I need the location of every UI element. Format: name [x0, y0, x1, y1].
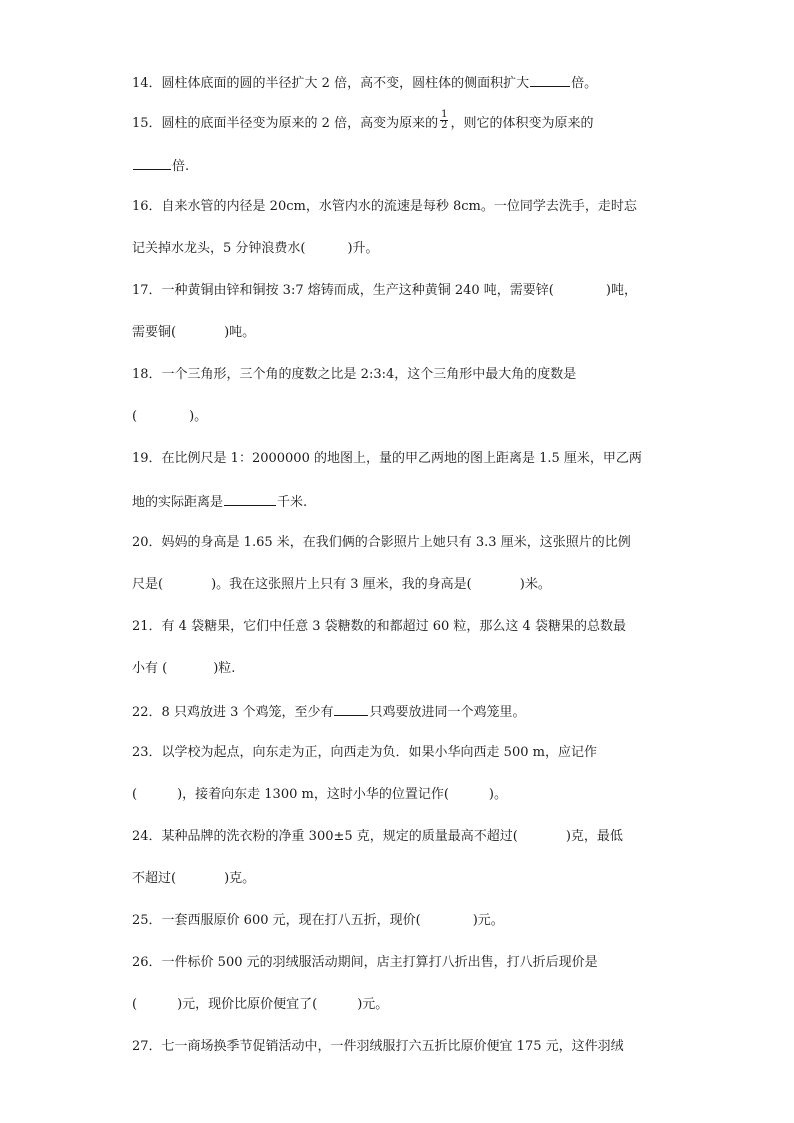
question-16-line2: 记关掉水龙头，5 分钟浪费水( )升。: [132, 241, 379, 256]
question-21-line2: 小有 ( )粒.: [132, 661, 236, 676]
question-26: 26．一件标价 500 元的羽绒服活动期间，店主打算打八折出售，打八折后现价是: [132, 955, 598, 970]
question-18-line2: ( )。: [132, 409, 208, 424]
question-21: 21．有 4 袋糖果，它们中任意 3 袋糖数的和都超过 60 粒，那么这 4 袋糖果的总数最: [132, 619, 626, 634]
question-23: 23．以学校为起点，向东走为正，向西走为负．如果小华向西走 500 m，应记作: [132, 745, 597, 760]
question-26-line2: ( )元，现价比原价便宜了( )元。: [132, 997, 389, 1012]
question-14: 14．圆柱体底面的圆的半径扩大 2 倍，高不变，圆柱体的侧面积扩大 倍。: [132, 72, 672, 94]
answer-blank[interactable]: [133, 155, 171, 170]
question-19-line2: 地的实际距离是 千米.: [132, 491, 672, 513]
question-15: 15．圆柱的底面半径变为原来的 2 倍，高变为原来的 $\frac{1}{2}$ ，则它的体积变为原来的: [132, 109, 594, 131]
answer-blank[interactable]: [224, 491, 276, 506]
answer-blank[interactable]: [334, 701, 368, 716]
question-20-line2: 尺是( )。我在这张照片上只有 3 厘米，我的身高是( )米。: [132, 577, 551, 592]
question-22: 22．8 只鸡放进 3 个鸡笼，至少有 只鸡要放进同一个鸡笼里。: [132, 701, 672, 723]
question-20: 20．妈妈的身高是 1.65 米，在我们俩的合影照片上她只有 3.3 厘米，这张照片的比例: [132, 535, 631, 550]
question-19: 19．在比例尺是 1：2000000 的地图上，量的甲乙两地的图上距离是 1.5 厘米，甲乙两: [132, 451, 642, 466]
answer-blank[interactable]: [530, 72, 570, 87]
question-25: 25．一套西服原价 600 元，现在打八五折，现价( )元。: [132, 913, 504, 928]
question-27: 27．七一商场换季节促销活动中，一件羽绒服打六五折比原价便宜 175 元，这件羽绒: [132, 1039, 624, 1054]
fraction-one-half: $\frac{1}{2}$: [441, 109, 448, 131]
question-17-line2: 需要铜( )吨。: [132, 325, 256, 340]
question-15-line2: 倍.: [132, 155, 672, 177]
question-24-line2: 不超过( )克。: [132, 871, 256, 886]
question-23-line2: ( )，接着向东走 1300 m，这时小华的位置记作( )。: [132, 787, 507, 802]
question-16: 16．自来水管的内径是 20cm，水管内水的流速是每秒 8cm。一位同学去洗手，走时忘: [132, 199, 637, 214]
question-18: 18．一个三角形，三个角的度数之比是 2:3:4，这个三角形中最大角的度数是: [132, 367, 577, 382]
question-17: 17．一种黄铜由锌和铜按 3:7 熔铸而成，生产这种黄铜 240 吨，需要锌( )吨，: [132, 283, 637, 298]
question-24: 24．某种品牌的洗衣粉的净重 300±5 克，规定的质量最高不超过( )克，最低: [132, 829, 623, 844]
